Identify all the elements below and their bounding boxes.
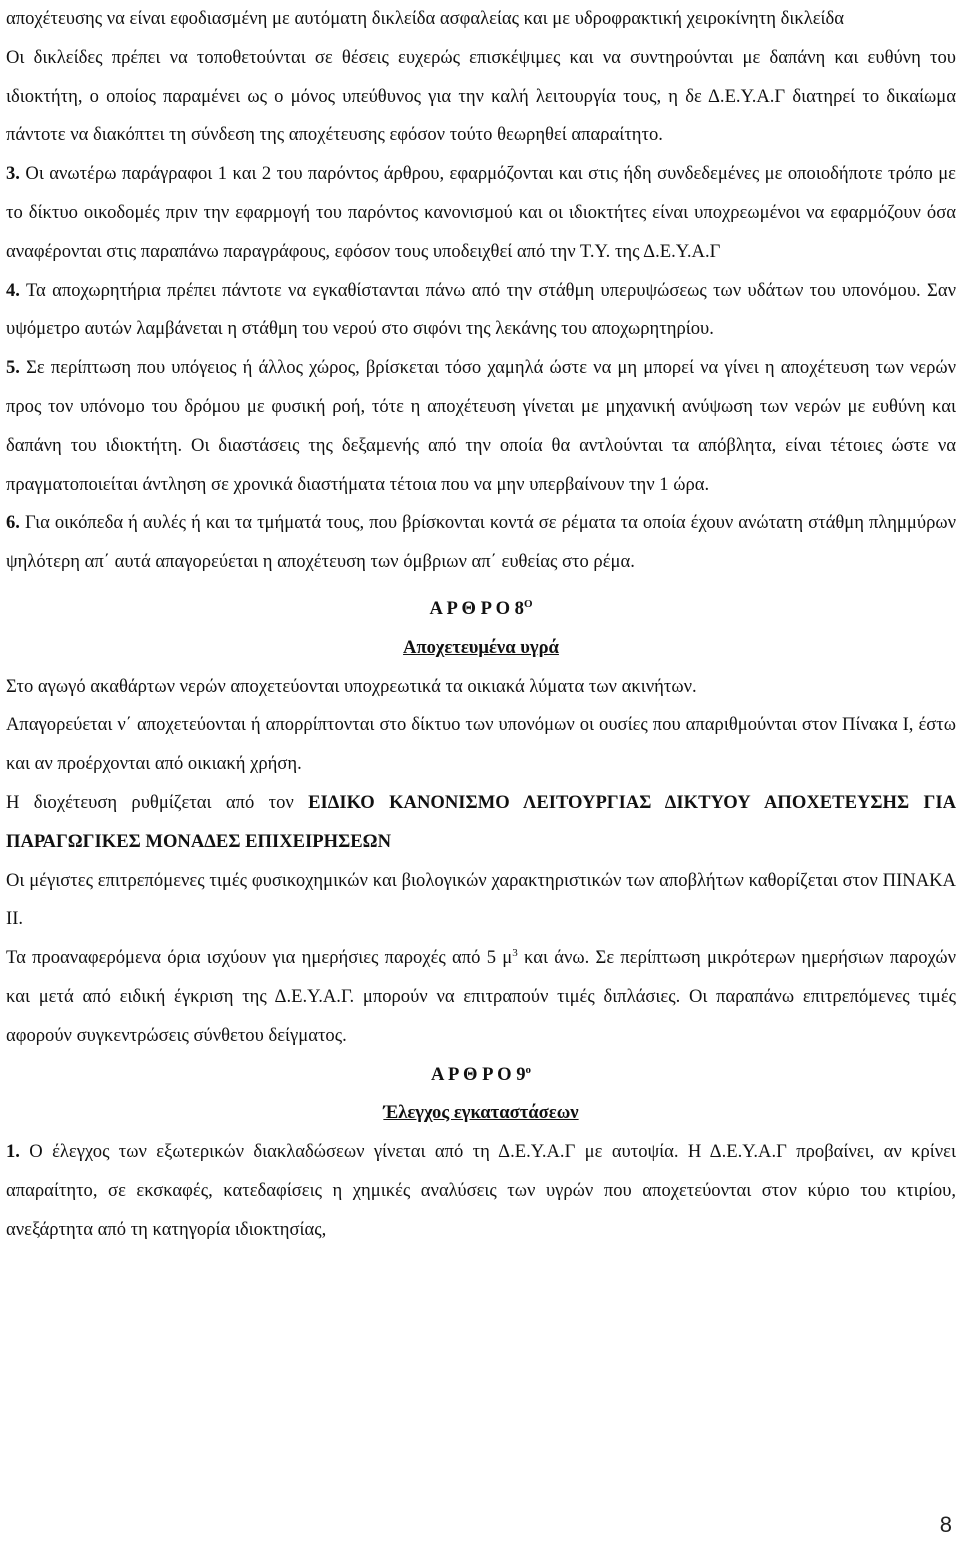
article-8-paragraph-5-end: και άνω. Σε περίπτωση μικρότερων ημερήσιων παροχών και μετά από ειδική έγκριση της Δ.Ε.Υ.Α.Γ. μπορούν να επιτραπούν τιμές διπλάσιες. Οι παραπάνω επιτρεπόμενες τιμές αφορούν συγκεντρώσεις σύνθετου δείγματος. — [6, 947, 956, 1046]
article-8-paragraph-4: Οι μέγιστες επιτρεπόμενες τιμές φυσικοχημικών και βιολογικών χαρακτηριστικών των αποβλήτων καθορίζεται στον ΠΙΝΑΚΑ ΙΙ. — [6, 869, 956, 930]
paragraph-4-text: Τα αποχωρητήρια πρέπει πάντοτε να εγκαθίστανται πάνω από την στάθμη υπερυψώσεως των υδάτων του υπονόμου. Σαν υψόμετρο αυτών λαμβάνεται η στάθμη του νερού στο σιφόνι της λεκάνης του αποχωρητηρίου. — [6, 279, 956, 340]
paragraph-4-number: 4. — [6, 279, 20, 301]
page-number: 8 — [939, 1512, 952, 1537]
paragraph-6 — [6, 504, 956, 582]
article-8-paragraph-2: Απαγορεύεται ν΄ αποχετεύονται ή απορρίπτονται στο δίκτυο των υπονόμων οι ουσίες που απαριθμούνται στον Πίνακα Ι, έστω και αν προέρχονται από οικιακή χρήση. — [6, 714, 956, 775]
article-9-subtitle: Έλεγχος εγκαταστάσεων — [383, 1102, 579, 1124]
article-8-title — [6, 590, 956, 629]
paragraph-5-text: Σε περίπτωση που υπόγειος ή άλλος χώρος, βρίσκεται τόσο χαμηλά ώστε να μη μπορεί να γίνει η αποχέτευση των νερών προς τον υπόνομο του δρόμου με φυσική ροή, τότε η αποχέτευση γίνεται με μηχανική ανύψωση των νερών με ευθύνη και δαπάνη του ιδιοκτήτη. Οι διαστάσεις της δεξαμενής από την οποία θα αντλούνται τα απόβλητα, είναι τέτοιες ώστε να πραγματοποιείται άντληση σε χρονικά διαστήματα τέτοια που να μην υπερβαίνουν την 1 ώρα. — [6, 357, 956, 495]
paragraph-5 — [6, 349, 956, 504]
article-8-paragraph-5 — [6, 939, 956, 1055]
article-8-regulation-title: ΕΙΔΙΚΟ ΚΑΝΟΝΙΣΜΟ ΛΕΙΤΟΥΡΓΙΑΣ ΔΙΚΤΥΟΥ ΑΠΟΧΕΤΕΥΣΗΣ ΓΙΑ ΠΑΡΑΓΩΓΙΚΕΣ ΜΟΝΑΔΕΣ ΕΠΙΧΕΙΡΗΣΕΩΝ — [6, 791, 956, 852]
article-8-paragraph-3-text: Η διοχέτευση ρυθμίζεται από τον — [6, 791, 309, 813]
article-8-title-text: Α Ρ Θ Ρ Ο 8 — [429, 597, 524, 619]
article-9-title-text: Α Ρ Θ Ρ Ο 9 — [430, 1063, 526, 1085]
article-8-paragraph-1: Στο αγωγό ακαθάρτων νερών αποχετεύονται υποχρεωτικά τα οικιακά λύματα των ακινήτων. — [6, 675, 697, 697]
article-8-paragraph-3 — [6, 784, 956, 862]
article-9-title-superscript: ο — [525, 1063, 532, 1076]
paragraph-valve-intro: αποχέτευσης να είναι εφοδιασμένη με αυτόματη δικλείδα ασφαλείας και με υδροφρακτική χειροκίνητη δικλείδα — [6, 8, 845, 29]
paragraph-valve-maintenance: Οι δικλείδες πρέπει να τοποθετούνται σε θέσεις ευχερώς επισκέψιμες και να συντηρούνται με δαπάνη και ευθύνη του ιδιοκτήτη, ο οποίος παραμένει ως ο μόνος υπεύθυνος για την καλή λειτουργία τους, η δε Δ.Ε.Υ.Α.Γ διατηρεί το δικαίωμα πάντοτε να διακόπτει τη σύνδεση της αποχέτευσης εφόσον τούτο θεωρηθεί απαραίτητο. — [6, 46, 956, 146]
paragraph-4 — [6, 272, 956, 350]
article-9-paragraph-1 — [6, 1133, 956, 1249]
paragraph-3-number: 3. — [6, 163, 20, 185]
article-8-paragraph-5-start: Τα προαναφερόμενα όρια ισχύουν για ημερήσιες παροχές από 5 μ — [6, 947, 513, 969]
article-8-paragraph-5-superscript: 3 — [512, 946, 518, 959]
article-8-title-superscript: Ο — [523, 597, 533, 610]
paragraph-3 — [6, 155, 956, 271]
article-9-paragraph-1-text: Ο έλεγχος των εξωτερικών διακλαδώσεων γίνεται από τη Δ.Ε.Υ.Α.Γ με αυτοψία. Η Δ.Ε.Υ.Α.Γ προβαίνει, αν κρίνει απαραίτητο, σε εκσκαφές, κατεδαφίσεις η χημικές αναλύσεις των υγρών που αποχετεύονται στον κύριο του κτιρίου, ανεξάρτητα από τη κατηγορία ιδιοκτησίας, — [6, 1141, 956, 1240]
paragraph-5-number: 5. — [6, 357, 20, 379]
paragraph-6-number: 6. — [6, 512, 20, 534]
document-page — [6, 0, 956, 1250]
article-8-subtitle: Αποχετευμένα υγρά — [403, 636, 559, 658]
article-9-paragraph-1-number: 1. — [6, 1141, 20, 1163]
paragraph-3-text: Οι ανωτέρω παράγραφοι 1 και 2 του παρόντος άρθρου, εφαρμόζονται και στις ήδη συνδεδεμένες με οποιοδήποτε τρόπο με το δίκτυο οικοδομές πριν την εφαρμογή του παρόντος κανονισμού και οι ιδιοκτήτες είναι υποχρεωμένοι να εφαρμόζουν όσα αναφέρονται στις παραπάνω παραγράφους, εφόσον τους υποδειχθεί από την Τ.Υ. της Δ.Ε.Υ.Α.Γ — [6, 163, 956, 262]
article-9-title — [6, 1056, 956, 1095]
paragraph-6-text: Για οικόπεδα ή αυλές ή και τα τμήματά τους, που βρίσκονται κοντά σε ρέματα τα οποία έχουν ανώτατη στάθμη πλημμύρων ψηλότερη απ΄ αυτά απαγορεύεται η αποχέτευση των όμβριων απ΄ ευθείας στο ρέμα. — [6, 512, 956, 573]
